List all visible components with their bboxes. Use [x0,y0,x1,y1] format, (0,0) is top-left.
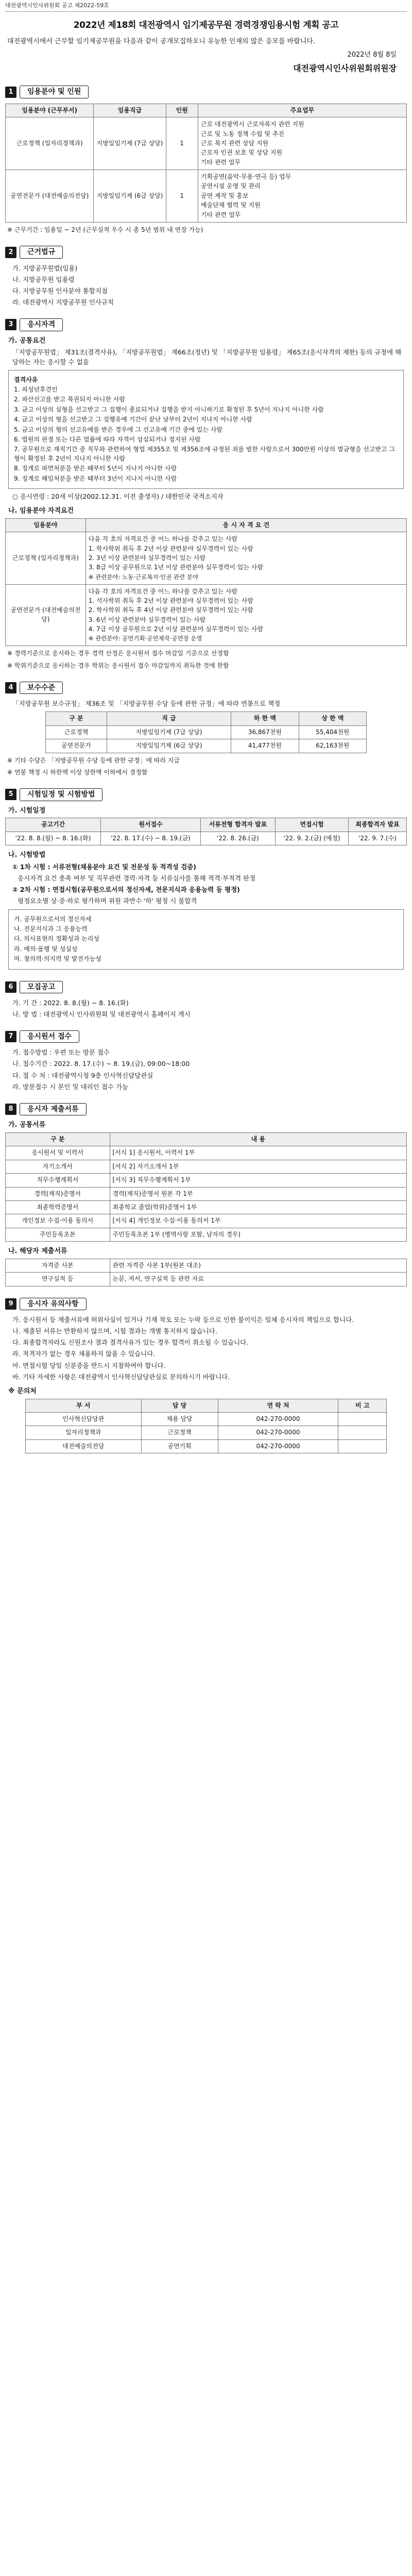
application-item: 가. 접수방법 : 우편 또는 방문 접수 [12,1048,110,1057]
cell [338,1426,387,1439]
list-item: 6. 법원의 판결 또는 다른 법률에 따라 자격이 상실되거나 정지된 사람 [14,435,201,443]
section-1-header [5,86,407,98]
cell [338,1413,387,1426]
cell: 지방일임기제 (6급 상당) [94,170,166,223]
table-row [46,739,367,753]
law-item: 나. 지방공무원 임용령 [12,275,75,283]
caution-item: 가. 응시원서 등 제출서류에 허위사실이 있거나 기재 착오 또는 누락 등으로 인한 불이익은 일체 응시자의 책임으로 합니다. [12,1316,354,1324]
notice-date: 2022년 8월 8일 [347,51,397,59]
cell: '22. 8. 17.(수) ~ 8. 19.(금) [101,832,201,845]
note-text: 학위기준으로 응시하는 경우 학위는 응시원서 접수 마감일까지 취득한 것에 한함 [14,662,229,669]
contact-table [25,1399,387,1454]
cell: 지방일임기제 (7급 상당) [107,725,231,739]
subsection-title: 가. 시험일정 [8,806,46,815]
cell: 일자리정책과 [26,1426,142,1439]
cell: '22. 9. 2.(금) (예정) [275,832,348,845]
intro-text: 대전광역시에서 근무할 임기제공무원을 다음과 같이 공개모집하오니 유능한 인재의 많은 응모를 바랍니다. [7,37,316,45]
salary-table [45,711,367,753]
req-line: 다음 각 호의 자격요건 중 어느 하나를 갖추고 있는 사람 [88,535,238,543]
section-number: 9 [5,1298,16,1310]
list-item: 가. 공무원으로서의 정신자세 [14,915,92,923]
col-header: 주요업무 [198,104,406,117]
cell: 주민등록초본 [6,1228,110,1241]
req-line: 다음 각 호의 자격요건 중 어느 하나를 갖추고 있는 사람 [88,587,238,595]
col-header: 임용직급 [94,104,166,117]
note-text: 응시연령 : 20세 이상(2002.12.31. 이전 출생자) / 대한민국 국적소지자 [20,492,224,500]
cell: 근로정책 (일자리정책과) [6,532,86,584]
section-3-header [5,318,407,331]
col-header: 구 분 [46,712,107,725]
duty-line: 근로 복지 관련 상담 지원 [200,139,269,147]
cell-reqs [85,532,406,584]
table-row [26,1439,387,1453]
table-row [6,170,407,223]
positions-note: ※ 근무기간 : 임용일 ~ 2년 (근무실적 우수 시 총 5년 범위 내 연장 가능) [7,226,203,234]
cell: 인사혁신담당관 [26,1413,142,1426]
cell: 41,477천원 [231,739,299,753]
recruit-item: 나. 방 법 : 대전광역시 인사위원회 및 대전광역시 홈페이지 게시 [12,1010,191,1018]
req-line: 2. 학사학위 취득 후 4년 이상 관련분야 실무경력이 있는 사람 [88,606,253,614]
section-7-header [5,1030,407,1043]
table-row [6,117,407,170]
list-item: 다. 의사표현의 정확성과 논리성 [14,935,99,943]
req-line: 3. 6년 이상 관련분야 실무경력이 있는 사람 [88,616,206,623]
section-number: 5 [5,789,16,800]
cell: 최종학력증명서 [6,1200,110,1214]
cell: 경력(재직)증명서 원본 각 1부 [110,1187,406,1200]
table-row [6,1228,407,1241]
caution-item: 다. 최종합격자라도 신원조사 결과 결격사유가 있는 경우 합격이 취소될 수 있습니다. [12,1338,249,1347]
cell: 채용 담당 [141,1413,218,1426]
cell: '22. 8. 8.(월) ~ 8. 16.(화) [6,832,101,845]
col-header: 직 급 [107,712,231,725]
list-item: 7. 공무원으로 재직기간 중 직무와 관련하여 형법 제355조 및 제356조에 규정된 죄를 범한 사람으로서 300만원 이상의 벌금형을 선고받고 그 형이 확정된 후 2년이 지나지 아니한 사람 [14,446,396,462]
col-header: 내 용 [110,1133,406,1146]
col-header: 응 시 자 격 요 건 [85,518,406,532]
qualification-note: ※ 학위기준으로 응시하는 경우 학위는 응시원서 접수 마감일까지 취득한 것에 한함 [7,662,229,669]
salary-note: ※ 기타 수당은 「지방공무원 수당 등에 관한 규정」에 따라 지급 [7,756,180,764]
cell: 36,867천원 [231,725,299,739]
application-item: 나. 접수기간 : 2022. 8. 17.(수) ~ 8. 19.(금), 09:00~18:00 [12,1060,190,1068]
col-header: 원서접수 [101,818,201,832]
cell: '22. 9. 7.(수) [349,832,407,845]
table-row [6,1200,407,1214]
cell: 62,163천원 [299,739,366,753]
cell: 지방일임기제 (7급 상당) [94,117,166,170]
eval-box [8,909,404,970]
list-item: 1. 피성년후견인 [14,386,58,394]
duty-line: 근로자 인권 보호 및 상담 지원 [200,149,283,157]
method-item: ② 2차 시험 : 면접시험(공무원으로서의 정신자세, 전문지식과 응용능력 등 평정) [12,886,240,894]
section-title: 모집공고 [20,981,63,993]
cell: 근로정책 [46,725,107,739]
list-item: 라. 예의·품행 및 성실성 [14,945,78,953]
cell: 자격증 사본 [6,1259,110,1272]
col-header: 임용분야 (근무부서) [6,104,94,117]
cell: 자기소개서 [6,1160,110,1173]
caution-item: 마. 면접시험 당일 신분증을 반드시 지참하여야 합니다. [12,1361,166,1369]
cell: 관련 자격증 사본 1부(원본 대조) [110,1259,406,1272]
positions-table [5,104,407,223]
cell: 개인정보 수집·이용 동의서 [6,1214,110,1228]
cell: 논문, 저서, 연구실적 등 관련 자료 [110,1273,406,1286]
cell: 1 [166,170,198,223]
cell: 공연전문가 (대전예술의전당) [6,584,86,646]
cell: 1 [166,117,198,170]
subsection-title: 가. 공통요건 [8,336,46,345]
table-row [6,1214,407,1228]
cell: 지방일임기제 (6급 상당) [107,739,231,753]
list-item: 9. 징계로 해임처분을 받은 때부터 3년이 지나지 아니한 사람 [14,474,177,482]
table-row [6,1146,407,1160]
page-title: 2022년 제18회 대전광역시 임기제공무원 경력경쟁임용시험 계획 공고 [73,20,339,30]
cell: 042-270-0000 [218,1439,338,1453]
section-title: 보수수준 [20,682,63,694]
req-line: 3. 8급 이상 공무원으로 1년 이상 관련분야 실무경력이 있는 사람 [88,564,264,571]
contact-title: ※ 문의처 [8,1387,37,1395]
duty-line: 공연시설 운영 및 관리 [200,182,261,190]
section-9-header [5,1298,407,1310]
cell: 55,404천원 [299,725,366,739]
section-title: 응시원서 접수 [20,1030,79,1043]
table-row [26,1413,387,1426]
cell: 공연기획 [141,1439,218,1453]
duty-line: 기타 관련 업무 [200,158,241,166]
cell: 근로정책 [141,1426,218,1439]
cell: 042-270-0000 [218,1413,338,1426]
documents-table [5,1132,407,1242]
req-line: 2. 3년 이상 관련분야 실무경력이 있는 사람 [88,554,206,562]
subsection-title: 나. 임용분야 자격요건 [8,507,74,515]
age-note: ○ 응시연령 : 20세 이상(2002.12.31. 이전 출생자) / 대한민국 국적소지자 [12,492,224,500]
table-row [6,1273,407,1286]
cell: 공연전문가 (대전예술의전당) [6,170,94,223]
list-item: 2. 파산선고를 받고 복권되지 아니한 사람 [14,396,125,403]
table-row [6,1160,407,1173]
qualification-desc: 「지방공무원법」 제31조(결격사유), 「지방공무원법」 제66조(정년) 및 「지방공무원 임용령」 제65조(응시자격의 제한) 등의 규정에 해당하는 자는 응시할 수 없음 [12,348,402,366]
cell: 응시원서 및 이력서 [6,1146,110,1160]
section-title: 응시자격 [20,318,63,331]
table-row [6,1187,407,1200]
list-item: 나. 전문지식과 그 응용능력 [14,925,88,933]
cell: [서식 3] 직무수행계획서 1부 [110,1174,406,1187]
recruit-item: 가. 기 간 : 2022. 8. 8.(월) ~ 8. 16.(화) [12,998,129,1007]
duty-line: 근로 대전광역시 근로자복지 관련 지원 [200,121,304,128]
section-6-header [5,981,407,993]
method-desc: 평정요소별 상·중·하로 평가하며 위원 과반수 '하' 평정 시 불합격 [18,897,197,905]
cell: 042-270-0000 [218,1426,338,1439]
col-header: 서류전형 합격자 발표 [201,818,276,832]
disqualification-box [8,370,404,489]
col-header: 최종합격자 발표 [349,818,407,832]
schedule-table [5,818,407,845]
signer: 대전광역시인사위원회위원장 [293,63,397,74]
caution-item: 라. 적격자가 없는 경우 채용하지 않을 수 있습니다. [12,1350,156,1358]
duty-line: 기획공연(음악·무용·연극 등) 업무 [200,173,291,181]
table-row [6,1259,407,1272]
section-5-header [5,788,407,801]
section-title: 시험일정 및 시험방법 [20,788,102,801]
req-line: ※ 관련분야: 공연기획·공연제작·공연장 운영 [88,635,202,642]
cell: 대전예술의전당 [26,1439,142,1453]
list-item: 5. 금고 이상의 형의 선고유예를 받은 경우에 그 선고유예 기간 중에 있는 사람 [14,426,222,433]
notice-number: 대전광역시인사위원회 공고 제2022-59호 [5,0,407,12]
section-number: 4 [5,682,16,693]
col-header: 부 서 [26,1399,142,1412]
duty-line: 근로 및 노동 정책 수립 및 추진 [200,130,284,138]
section-4-header [5,682,407,694]
cell: [서식 1] 응시원서, 이력서 1부 [110,1146,406,1160]
col-header: 하 한 액 [231,712,299,725]
section-number: 6 [5,981,16,993]
col-header: 면접시험 [275,818,348,832]
col-header: 상 한 액 [299,712,366,725]
section-title: 응시자 유의사항 [20,1298,87,1310]
req-line: 1. 석사학위 취득 후 2년 이상 관련분야 실무경력이 있는 사람 [88,597,253,604]
table-row [46,725,367,739]
law-item: 라. 대전광역시 지방공무원 인사규칙 [12,298,114,307]
cell-duties [198,117,406,170]
duty-line: 공연 제작 및 홍보 [200,192,249,199]
qualification-note: ※ 경력기준으로 응시하는 경우 경력 산정은 응시원서 접수 마감일 기준으로 산정함 [7,650,229,657]
table-row [6,584,407,646]
col-header: 연 락 처 [218,1399,338,1412]
col-header: 구 분 [6,1133,110,1146]
note-text: 근무기간 : 임용일 ~ 2년 (근무실적 우수 시 총 5년 범위 내 연장 가능) [14,226,203,234]
section-number: 2 [5,247,16,258]
table-row [6,1174,407,1187]
section-2-header [5,246,407,258]
table-row [26,1426,387,1439]
salary-note: ※ 연봉 책정 시 하한액 이상 상한액 이하에서 결정함 [7,768,148,776]
section-number: 3 [5,319,16,330]
cell-reqs [85,584,406,646]
cell: 최종학교 졸업(학위)증명서 1부 [110,1200,406,1214]
cell [338,1439,387,1453]
section-number: 7 [5,1031,16,1042]
cell: 주민등록초본 1부 (병역사항 포함, 남자의 경우) [110,1228,406,1241]
application-item: 다. 접 수 처 : 대전광역시청 9층 인사혁신담당관실 [12,1071,153,1079]
cell: '22. 8. 26.(금) [201,832,276,845]
optional-documents-table [5,1259,407,1286]
col-header: 임용분야 [6,518,86,532]
note-text: 연봉 책정 시 하한액 이상 상한액 이하에서 결정함 [14,768,148,776]
box-title: 결격사유 [14,376,38,383]
note-text: 경력기준으로 응시하는 경우 경력 산정은 응시원서 접수 마감일 기준으로 산정함 [14,650,229,657]
cell: [서식 4] 개인정보 수집·이용 동의서 1부 [110,1214,406,1228]
cell: 연구실적 등 [6,1273,110,1286]
col-header: 비 고 [338,1399,387,1412]
list-item: 8. 징계로 파면처분을 받은 때부터 5년이 지나지 아니한 사람 [14,465,177,472]
duty-line: 기타 관련 업무 [200,211,241,218]
section-number: 8 [5,1104,16,1115]
subsection-title: 나. 시험방법 [8,851,46,859]
table-row [6,532,407,584]
qualification-table [5,518,407,646]
caution-item: 바. 기타 자세한 사항은 대전광역시 인사혁신담당관실로 문의하시기 바랍니다. [12,1372,230,1381]
law-item: 다. 지방공무원 인사분야 통합지침 [12,286,108,295]
col-header: 담 당 [141,1399,218,1412]
section-8-header [5,1103,407,1115]
cell: 직무수행계획서 [6,1174,110,1187]
col-header: 공고기간 [6,818,101,832]
salary-intro: 「지방공무원 보수규정」 제36조 및 「지방공무원 수당 등에 관한 규정」에 따라 연봉으로 책정 [12,700,281,708]
duty-line: 예술단체 협력 및 지원 [200,201,261,209]
list-item: 3. 금고 이상의 실형을 선고받고 그 집행이 종료되거나 집행을 받지 아니하기로 확정된 후 5년이 지나지 아니한 사람 [14,405,324,413]
method-desc: 응시자격 요건 충족 여부 및 직무관련 경력·자격 등 서류심사를 통해 적격·부적격 판정 [18,874,256,883]
req-line: 1. 학사학위 취득 후 2년 이상 관련분야 실무경력이 있는 사람 [88,545,253,552]
req-line: ※ 관련분야: 노동·근로복지·인권 관련 분야 [88,573,198,581]
cell: 근로정책 (일자리정책과) [6,117,94,170]
cell: 경력(재직)증명서 [6,1187,110,1200]
cell: 공연전문가 [46,739,107,753]
section-title: 임용분야 및 인원 [20,86,89,98]
section-title: 근거법규 [20,246,63,258]
cell: [서식 2] 자기소개서 1부 [110,1160,406,1173]
table-row [6,832,407,845]
caution-item: 나. 제출된 서류는 반환하지 않으며, 시험 결과는 개별 통지하지 않습니다. [12,1327,217,1335]
law-item: 가. 지방공무원법(임용) [12,264,78,272]
section-title: 응시자 제출서류 [20,1103,87,1115]
list-item: 마. 창의력·의지력 및 발전가능성 [14,955,101,963]
section-number: 1 [5,87,16,98]
subsection-title: 나. 해당자 제출서류 [8,1247,67,1256]
req-line: 4. 7급 이상 공무원으로 2년 이상 관련분야 실무경력이 있는 사람 [88,625,264,633]
method-item: ① 1차 시험 : 서류전형(채용분야 요건 및 전문성 등 적격성 검증) [12,863,196,871]
cell-duties [198,170,406,223]
col-header: 인원 [166,104,198,117]
list-item: 4. 금고 이상의 형을 선고받고 그 집행유예 기간이 끝난 날부터 2년이 지나지 아니한 사람 [14,416,252,423]
application-item: 라. 방문접수 시 본인 및 대리인 접수 가능 [12,1082,128,1091]
note-text: 기타 수당은 「지방공무원 수당 등에 관한 규정」에 따라 지급 [14,756,180,764]
subsection-title: 가. 공통서류 [8,1121,46,1129]
